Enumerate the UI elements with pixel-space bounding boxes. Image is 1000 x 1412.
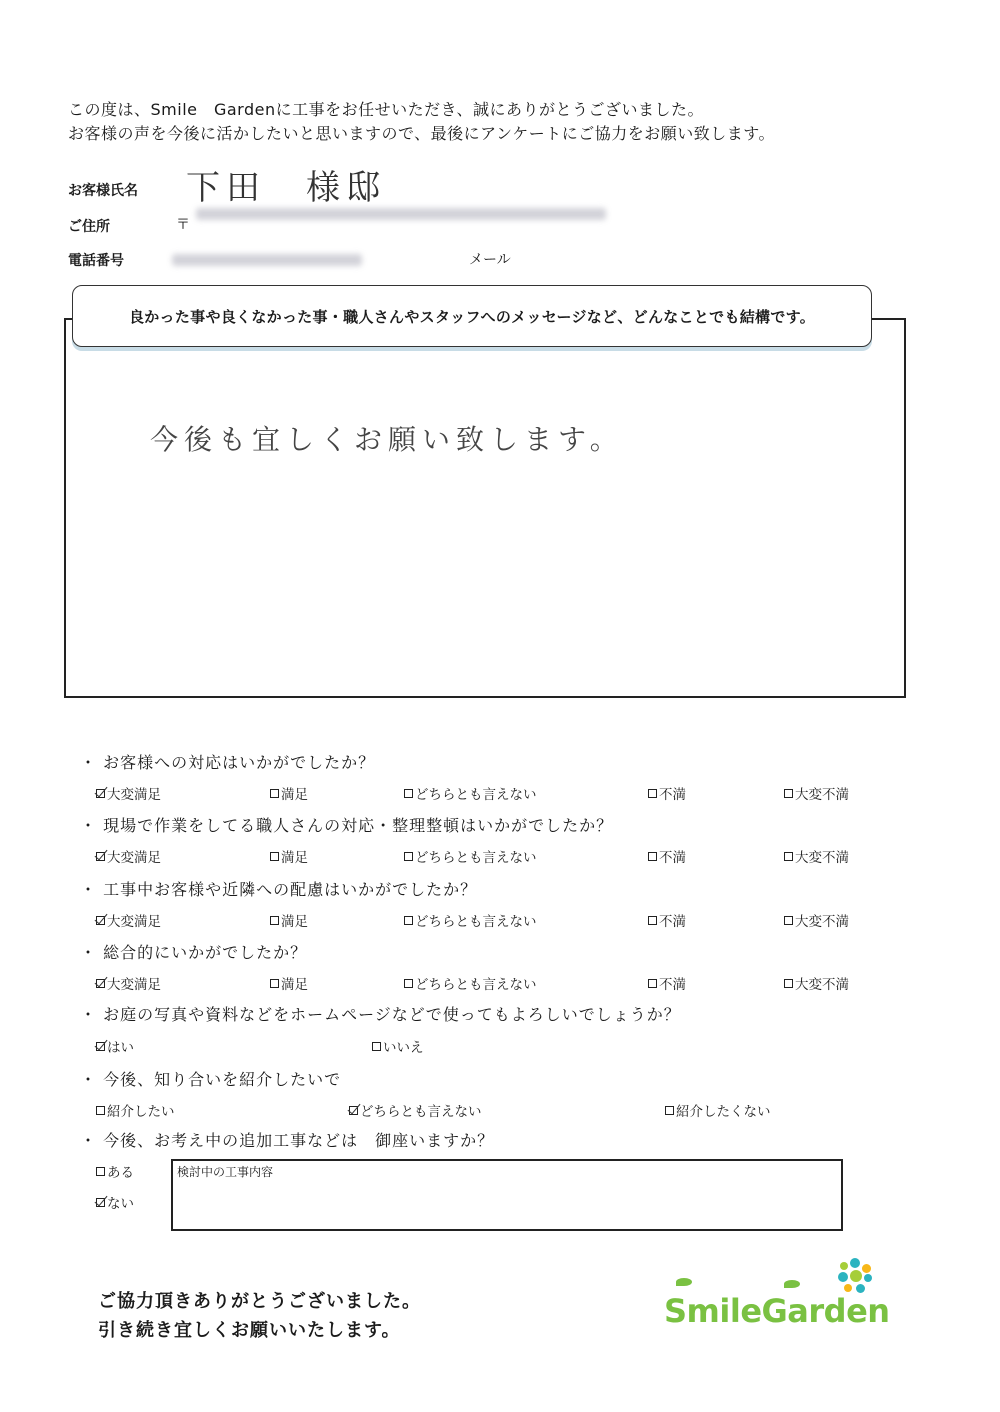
checkbox-icon[interactable] <box>648 789 657 798</box>
checkbox-icon[interactable] <box>96 1106 105 1115</box>
checkbox-icon[interactable] <box>648 979 657 988</box>
question-5: ・ お庭の写真や資料などをホームページなどで使ってもよろしいでしょうか？ <box>80 1005 681 1024</box>
intro-line-1: この度は、Smile Gardenに工事をお任せいただき、誠にありがとうございました。 <box>68 100 704 119</box>
comment-prompt: 良かった事や良くなかった事・職人さんやスタッフへのメッセージなど、どんなことでも結構です。 <box>128 307 816 326</box>
q3-option-4[interactable] <box>648 910 686 930</box>
comment-prompt-banner <box>72 285 872 347</box>
q3-option-3[interactable] <box>404 910 537 930</box>
redacted-address <box>196 208 606 220</box>
q3-option-2[interactable] <box>270 910 308 930</box>
checkbox-icon[interactable] <box>404 789 413 798</box>
checkbox-icon[interactable] <box>96 1167 105 1176</box>
q4-option-2[interactable] <box>270 973 308 993</box>
checkbox-icon[interactable] <box>404 979 413 988</box>
question-1: ・ お客様への対応はいかがでしたか？ <box>80 753 376 772</box>
question-3: ・ 工事中お客様や近隣への配慮はいかがでしたか？ <box>80 880 478 899</box>
option-label: どちらとも言えない <box>415 787 537 803</box>
question-2: ・ 現場で作業をしてる職人さんの対応・整理整頓はいかがでしたか？ <box>80 816 614 835</box>
question-6: ・ 今後、知り合いを紹介したいで <box>80 1070 342 1089</box>
option-label: 不満 <box>659 914 686 930</box>
q4-option-3[interactable] <box>404 973 537 993</box>
option-label: 大変不満 <box>795 787 849 803</box>
q1-option-5[interactable] <box>784 783 849 803</box>
option-label: ある <box>107 1165 134 1181</box>
q2-option-1[interactable] <box>96 846 161 866</box>
checkbox-icon[interactable] <box>270 789 279 798</box>
q1-option-3[interactable] <box>404 783 537 803</box>
mail-label: メール <box>469 252 511 268</box>
checkbox-icon[interactable] <box>784 979 793 988</box>
option-label: 満足 <box>281 977 308 993</box>
name-label: お客様氏名 <box>68 183 138 199</box>
q7-option-2[interactable] <box>96 1192 134 1212</box>
phone-label: 電話番号 <box>68 253 124 269</box>
checkbox-icon[interactable] <box>270 916 279 925</box>
question-4: ・ 総合的にいかがでしたか？ <box>80 943 308 962</box>
option-label: 不満 <box>659 850 686 866</box>
option-label: どちらとも言えない <box>415 914 537 930</box>
option-label: 大変不満 <box>795 977 849 993</box>
q5-option-2[interactable] <box>372 1036 424 1056</box>
checkbox-icon[interactable] <box>665 1106 674 1115</box>
option-label: 満足 <box>281 914 308 930</box>
option-label: 紹介したくない <box>676 1104 771 1120</box>
option-label: ない <box>107 1196 134 1212</box>
checkbox-icon[interactable] <box>349 1106 358 1115</box>
option-label: 紹介したい <box>107 1104 175 1120</box>
option-label: 不満 <box>659 787 686 803</box>
q3-option-5[interactable] <box>784 910 849 930</box>
q4-option-4[interactable] <box>648 973 686 993</box>
q7-option-1[interactable] <box>96 1161 134 1181</box>
checkbox-icon[interactable] <box>96 852 105 861</box>
checkbox-icon[interactable] <box>96 979 105 988</box>
option-label: 不満 <box>659 977 686 993</box>
option-label: 大変不満 <box>795 850 849 866</box>
q5-option-1[interactable] <box>96 1036 134 1056</box>
option-label: 満足 <box>281 850 308 866</box>
q2-option-5[interactable] <box>784 846 849 866</box>
comment-box <box>64 318 906 698</box>
checkbox-icon[interactable] <box>96 1042 105 1051</box>
q4-option-5[interactable] <box>784 973 849 993</box>
address-label: ご住所 <box>68 219 110 235</box>
logo-text: SmileGarden <box>664 1292 890 1330</box>
q4-option-1[interactable] <box>96 973 161 993</box>
q6-option-2[interactable] <box>349 1100 482 1120</box>
q2-option-4[interactable] <box>648 846 686 866</box>
closing-line-1: ご協力頂きありがとうございました。 <box>98 1291 421 1312</box>
option-label: どちらとも言えない <box>415 850 537 866</box>
q2-option-3[interactable] <box>404 846 537 866</box>
option-label: はい <box>107 1040 134 1056</box>
q1-option-1[interactable] <box>96 783 161 803</box>
q1-option-2[interactable] <box>270 783 308 803</box>
checkbox-icon[interactable] <box>784 916 793 925</box>
redacted-phone <box>172 254 362 266</box>
q6-option-1[interactable] <box>96 1100 175 1120</box>
option-label: 大変満足 <box>107 914 161 930</box>
consider-box[interactable] <box>171 1159 843 1231</box>
logo-leaf-icon-2 <box>784 1280 800 1288</box>
name-value: 下田 様邸 <box>186 168 386 208</box>
checkbox-icon[interactable] <box>648 852 657 861</box>
checkbox-icon[interactable] <box>648 916 657 925</box>
question-7: ・ 今後、お考え中の追加工事などは 御座いますか？ <box>80 1131 495 1150</box>
q2-option-2[interactable] <box>270 846 308 866</box>
postal-mark: 〒 <box>176 217 190 233</box>
consider-label: 検討中の工事内容 <box>177 1165 274 1179</box>
checkbox-icon[interactable] <box>270 979 279 988</box>
option-label: どちらとも言えない <box>360 1104 482 1120</box>
q6-option-3[interactable] <box>665 1100 771 1120</box>
checkbox-icon[interactable] <box>96 916 105 925</box>
logo-leaf-icon <box>676 1278 692 1286</box>
checkbox-icon[interactable] <box>784 852 793 861</box>
option-label: 満足 <box>281 787 308 803</box>
option-label: どちらとも言えない <box>415 977 537 993</box>
option-label: 大変不満 <box>795 914 849 930</box>
checkbox-icon[interactable] <box>372 1042 381 1051</box>
checkbox-icon[interactable] <box>270 852 279 861</box>
option-label: 大変満足 <box>107 787 161 803</box>
option-label: 大変満足 <box>107 850 161 866</box>
option-label: いいえ <box>383 1040 424 1056</box>
checkbox-icon[interactable] <box>96 789 105 798</box>
comment-handwritten: 今後も宜しくお願い致します。 <box>150 423 624 456</box>
checkbox-icon[interactable] <box>96 1198 105 1207</box>
checkbox-icon[interactable] <box>404 852 413 861</box>
q1-option-4[interactable] <box>648 783 686 803</box>
closing-line-2: 引き続き宜しくお願いいたします。 <box>98 1320 401 1341</box>
checkbox-icon[interactable] <box>404 916 413 925</box>
intro-line-2: お客様の声を今後に活かしたいと思いますので、最後にアンケートにご協力をお願い致します。 <box>68 124 775 143</box>
option-label: 大変満足 <box>107 977 161 993</box>
checkbox-icon[interactable] <box>784 789 793 798</box>
q3-option-1[interactable] <box>96 910 161 930</box>
